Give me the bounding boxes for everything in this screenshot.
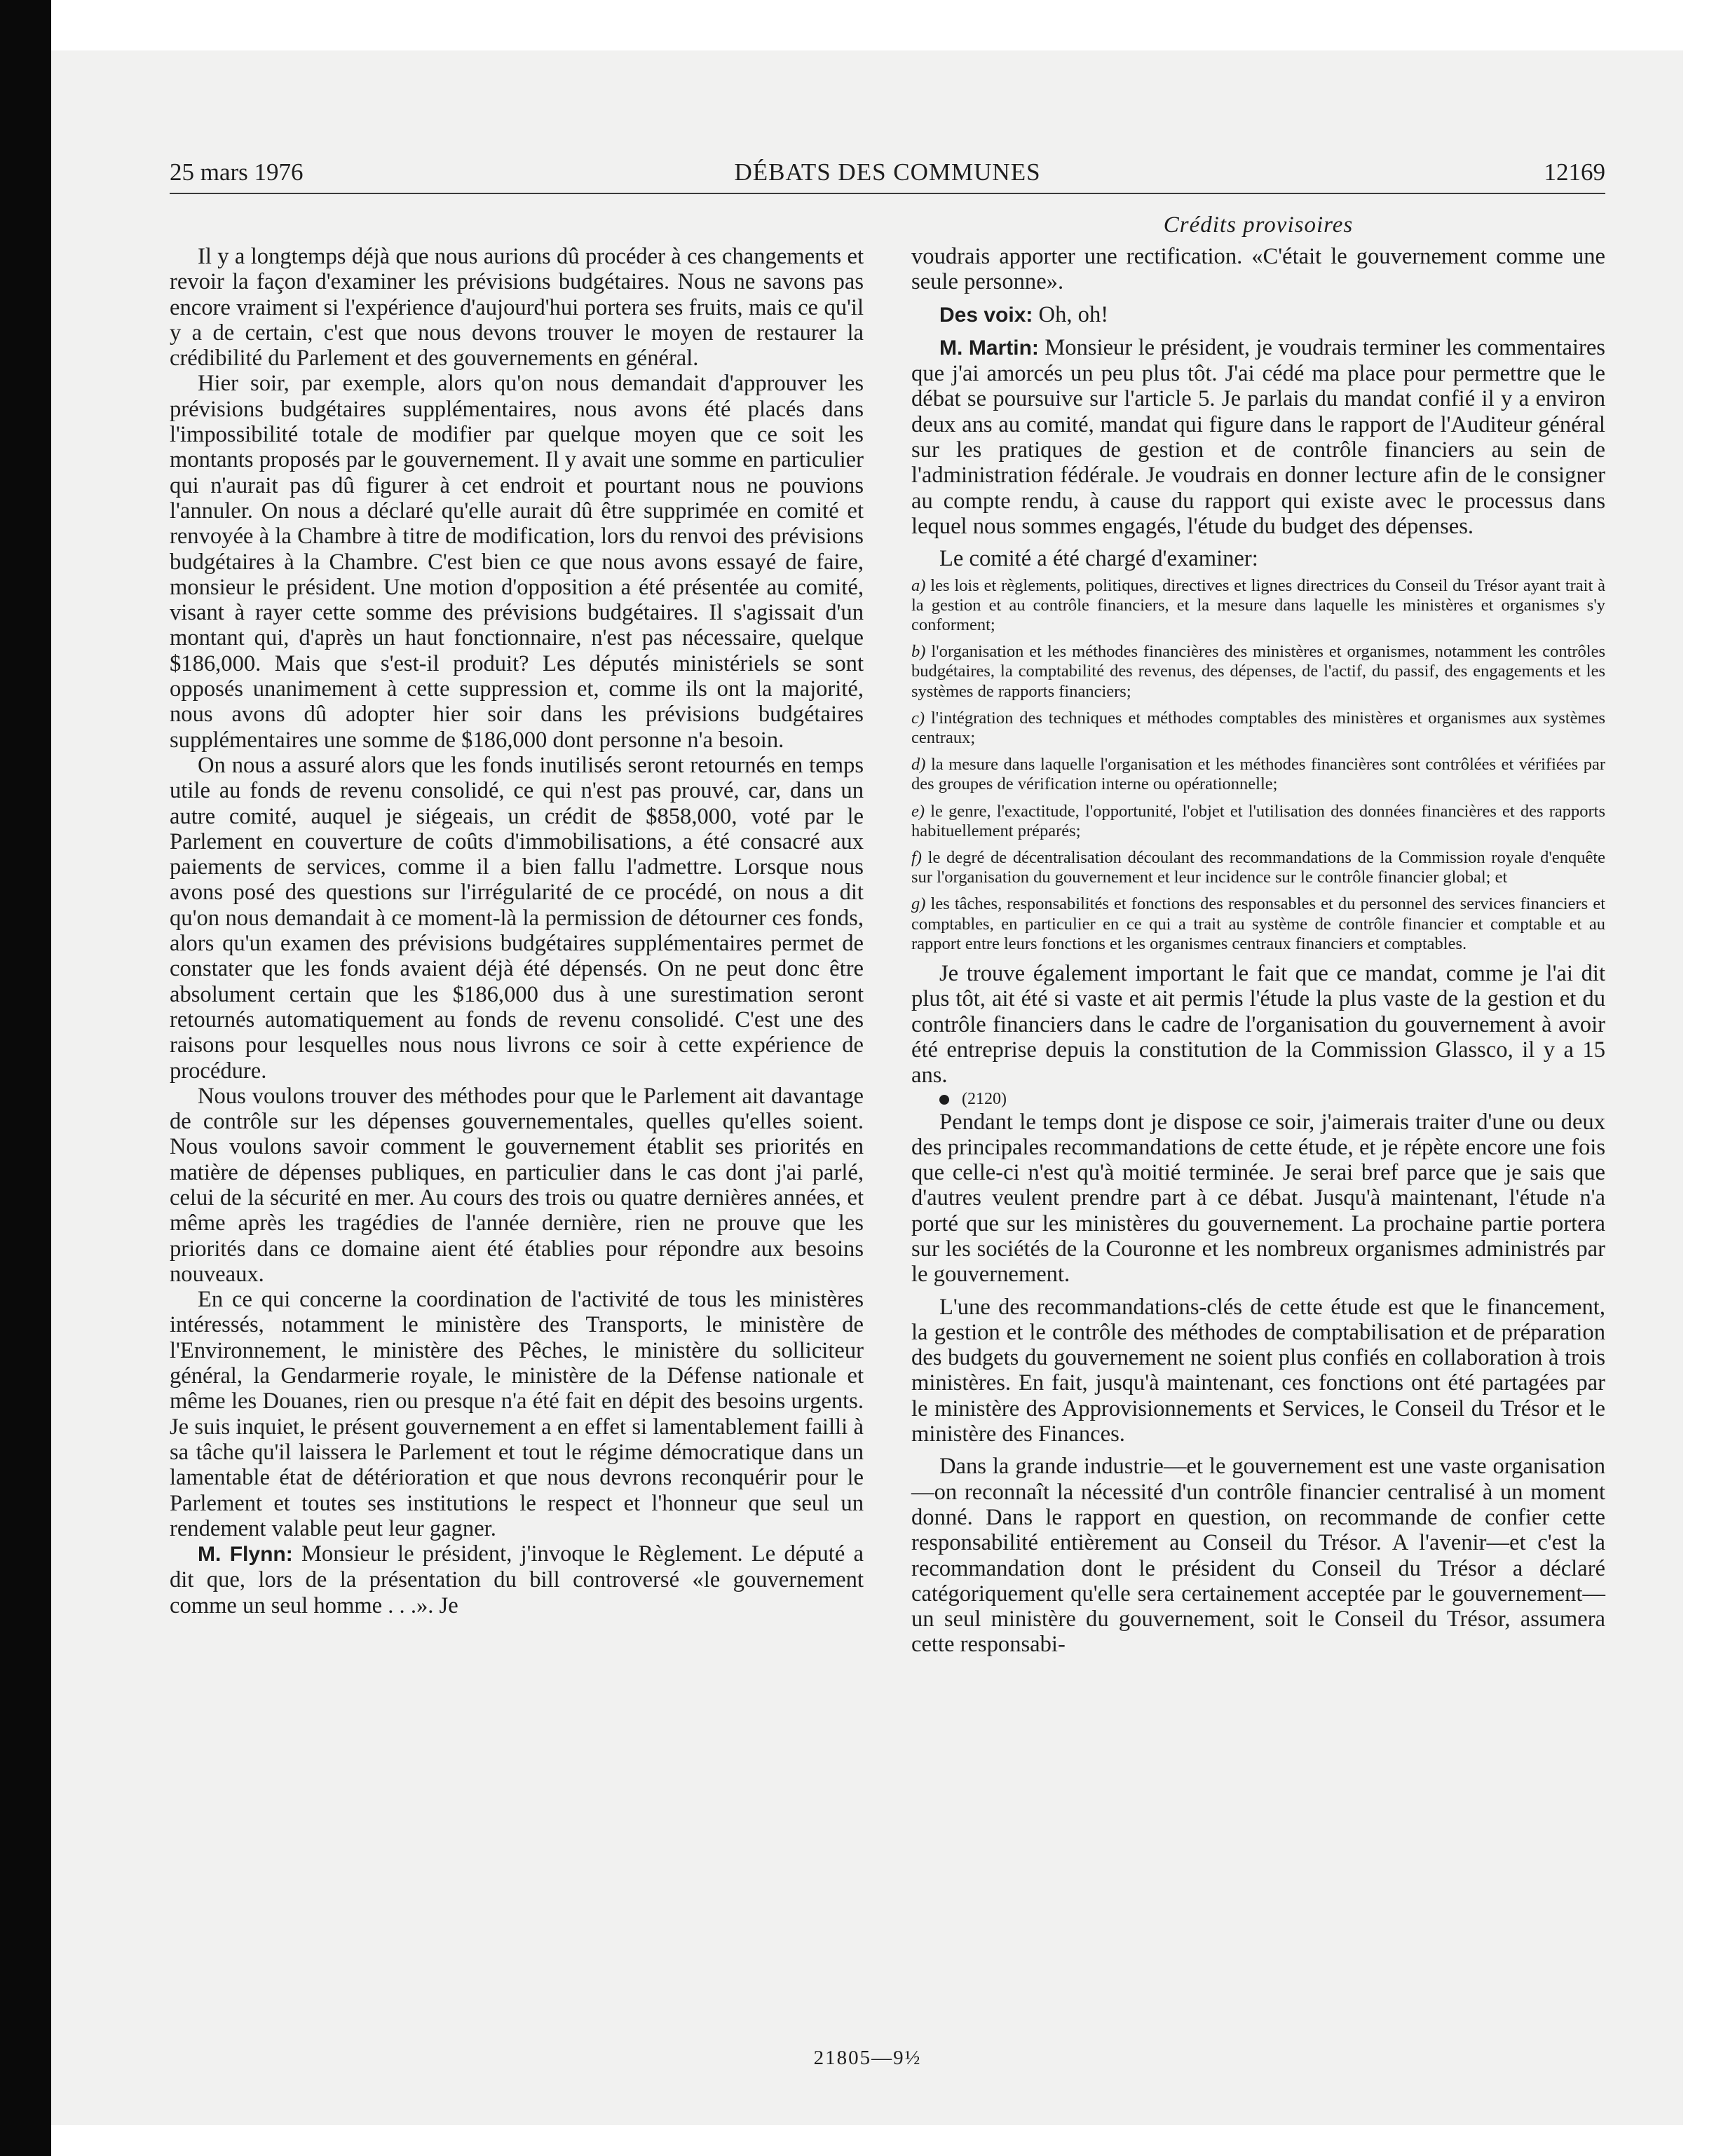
item-text: les lois et règlements, politiques, directives et lignes directrices du Conseil du Trésor ayant trait à la gestion et au contrôle financiers, et la mesure dans laquelle les ministères et organismes s'y conforment; [911,575,1606,634]
item-text: l'organisation et les méthodes financières des ministères et organismes, notamment les contrôles budgétaires, la comptabilité des revenus, des dépenses, de l'actif, du passif, des engagements et les systèmes de rapports financiers; [911,642,1606,701]
paragraph: Hier soir, par exemple, alors qu'on nous demandait d'approuver les prévisions budgétaires supplémentaires, nous avons été placés dans l'impossibilité totale de modifier par quelque moyen que ce soit les montants proposés par le gouvernement. Il y avait une somme en particulier qui n'aurait pas dû figurer à cet endroit et pourtant nous ne pouvions l'annuler. On nous a déclaré qu'elle aurait dû être supprimée en comité et renvoyée à la Chambre à titre de modification, lors du renvoi des prévisions budgétaires à la Chambre. C'est bien ce que nous avons essayé de faire, monsieur le président. Une motion d'opposition a été présentée au comité, visant à rayer cette somme des prévisions budgétaires. Il s'agissait d'un montant qui, d'après un haut fonctionnaire, n'est pas nécessaire, quelque $186,000. Mais que s'est-il produit? Les députés ministériels se sont opposés unanimement à cette suppression et, comme ils ont la majorité, nous avons dû adopter hier soir dans les prévisions budgétaires supplémentaires une somme de $186,000 dont personne n'a besoin. [170,371,864,753]
speaker-name: Des voix: [939,303,1033,327]
page-header [170,158,1605,191]
print-signature: 21805—9½ [813,2047,922,2069]
left-column [170,244,864,1618]
speaker-name: M. Martin: [939,336,1039,360]
mandate-item [911,848,1605,887]
mandate-item [911,576,1605,636]
item-letter: b) [911,642,926,662]
paragraph: voudrais apporter une rectification. «C'était le gouvernement comme une seule personne». [911,244,1605,295]
mandate-item [911,755,1605,794]
paragraph: Pendant le temps dont je dispose ce soir, j'aimerais traiter d'une ou deux des principales recommandations de cette étude, et je répète encore une fois que celle-ci n'est qu'à moitié terminée. Je serai bref parce que je sais que d'autres veulent prendre part à ce débat. Jusqu'à maintenant, l'étude n'a porté que sur les ministères du gouvernement. La prochaine partie portera sur les sociétés de la Couronne et les nombreux organismes administrés par le gouvernement. [911,1109,1605,1288]
paragraph: L'une des recommandations-clés de cette étude est que le financement, la gestion et le contrôle des méthodes de comptabilisation et de préparation des budgets du gouvernement ne soient plus confiés en collaboration à trois ministères. En fait, jusqu'à maintenant, ces fonctions ont été partagées par le ministère des Approvisionnements et Services, le Conseil du Trésor et le ministère des Finances. [911,1294,1605,1447]
header-rule [170,193,1605,194]
item-text: la mesure dans laquelle l'organisation et les méthodes financières sont contrôlées et vérifiées par des groupes de vérification interne ou opérationnelle; [911,755,1606,794]
item-letter: c) [911,708,925,728]
speech-text: Monsieur le président, je voudrais terminer les commentaires que j'ai amorcés un peu plus tôt. J'ai cédé ma place pour permettre que le débat se poursuive sur l'article 5. Je parlais du mandat confié il y a environ deux ans au comité, mandat qui figure dans le rapport de l'Auditeur général sur les pratiques de gestion et de contrôle financiers au sein de l'administration fédérale. Je voudrais en donner lecture afin de le consigner au compte rendu, à cause du rapport qui existe avec le processus dans lequel nous sommes engagés, l'étude du budget des dépenses. [911,334,1605,539]
timestamp-text: (2120) [962,1089,1007,1108]
speech-text: Monsieur le président, j'invoque le Règlement. Le député a dit que, lors de la présentation du bill controversé «le gouvernement comme un seul homme . . .». Je [170,1541,864,1618]
item-letter: g) [911,894,926,914]
paragraph: Nous voulons trouver des méthodes pour que le Parlement ait davantage de contrôle sur les dépenses gouvernementales, quelles qu'elles soient. Nous voulons savoir comment le gouvernement établit ses priorités en matière de dépenses publiques, en particulier dans le cas dont j'ai parlé, celui de la sécurité en mer. Au cours des trois ou quatre dernières années, et même après les tragédies de l'année dernière, rien ne prouve que les priorités dans ce domaine aient été établies pour répondre aux besoins nouveaux. [170,1083,864,1287]
scan-margin [51,0,1735,50]
right-column [911,244,1605,1658]
speaker-name: M. Flynn: [198,1543,293,1567]
timestamp [911,1089,1605,1110]
page-number: 12169 [1544,158,1605,186]
speech-text: Oh, oh! [1038,301,1109,327]
speech-flynn [170,1541,864,1618]
item-text: les tâches, responsabilités et fonctions des responsables et du personnel des services financiers et comptables, en particulier en ce qui a trait au système de contrôle financier et comptable et au rapport entre leurs fonctions et les organismes centraux financiers et comptables. [911,894,1605,953]
paragraph: En ce qui concerne la coordination de l'activité de tous les ministères intéressés, notamment le ministère des Transports, le ministère de l'Environnement, le ministère des Pêches, le ministère du solliciteur général, la Gendarmerie royale, le ministère de la Défense nationale et même les Douanes, rien ou presque n'a été fait en dépit des besoins urgents. Je suis inquiet, le présent gouvernement a en effet si lamentablement failli à sa tâche qu'il laissera le Parlement et tout le régime démocratique dans un lamentable état de détérioration et que nous devrons reconquérir pour le Parlement et toutes ses institutions le respect et l'honneur que seul un rendement valable peut leur gagner. [170,1287,864,1541]
paragraph: On nous a assuré alors que les fonds inutilisés seront retournés en temps utile au fonds de revenu consolidé, ce qui n'est pas prouvé, car, dans un autre comité, auquel je siégeais, un crédit de $858,000, voté par le Parlement en couverture de coûts d'immobilisations, a été consacré aux paiements de services, comme il a bien fallu l'admettre. Lorsque nous avons posé des questions sur l'irrégularité de ce procédé, on nous a dit qu'on nous demandait à ce moment-là la permission de détourner ces fonds, alors qu'un examen des prévisions budgétaires supplémentaires permet de constater que les fonds avaient déjà été dépensés. On ne peut donc être absolument certain que les $186,000 dus à une surestimation seront retournés automatiquement au fonds de revenu consolidé. C'est une des raisons pour lesquelles nous nous livrons ce soir à cette expérience de procédure. [170,752,864,1084]
item-letter: d) [911,755,926,775]
scan-border [0,0,51,2156]
mandate-item [911,709,1605,748]
speech-martin [911,335,1605,539]
item-text: le genre, l'exactitude, l'opportunité, l'objet et l'utilisation des données financières et des rapports habituellement préparés; [911,801,1606,840]
item-letter: e) [911,801,925,821]
item-letter: f) [911,848,922,867]
speech-voix [911,302,1605,328]
paragraph: Dans la grande industrie—et le gouvernement est une vaste organisation—on reconnaît la nécessité d'un contrôle financier centralisé à un moment donné. Dans le rapport en question, on recommande de confier cette responsabilité entièrement au Conseil du Trésor. A l'avenir—et c'est la recommandation dont le président du Conseil du Trésor a déclaré catégoriquement qu'elle sera certainement acceptée par le gouvernement—un seul ministère du gouvernement, soit le Conseil du Trésor, assumera cette responsabi- [911,1454,1605,1658]
publication-title: DÉBATS DES COMMUNES [734,158,1041,186]
paragraph: Je trouve également important le fait que ce mandat, comme je l'ai dit plus tôt, ait été si vaste et ait permis l'étude la plus vaste de la gestion et du contrôle financiers dans le cadre de l'organisation du gouvernement à avoir été entreprise depuis la constitution de la Commission Glassco, il y a 15 ans. [911,961,1605,1089]
header-date: 25 mars 1976 [170,158,304,186]
mandate-item [911,642,1605,702]
item-letter: a) [911,575,926,595]
item-text: l'intégration des techniques et méthodes comptables des ministères et organismes aux systèmes centraux; [911,708,1605,747]
section-running-head: Crédits provisoires [1163,212,1354,238]
item-text: le degré de décentralisation découlant des recommandations de la Commission royale d'enquête sur l'organisation du gouvernement et leur incidence sur le contrôle financier global; et [911,848,1605,887]
mandate-item [911,802,1605,841]
mandate-item [911,894,1605,954]
paragraph: Il y a longtemps déjà que nous aurions dû procéder à ces changements et revoir la façon d'examiner les prévisions budgétaires. Nous ne savons pas encore vraiment si l'expérience d'aujourd'hui portera ses fruits, mais ce qu'il y a de certain, c'est que nous devons trouver le moyen de restaurer la crédibilité du Parlement et des gouvernements en général. [170,244,864,371]
paragraph: Le comité a été chargé d'examiner: [939,546,1258,572]
bullet-icon [939,1095,949,1105]
